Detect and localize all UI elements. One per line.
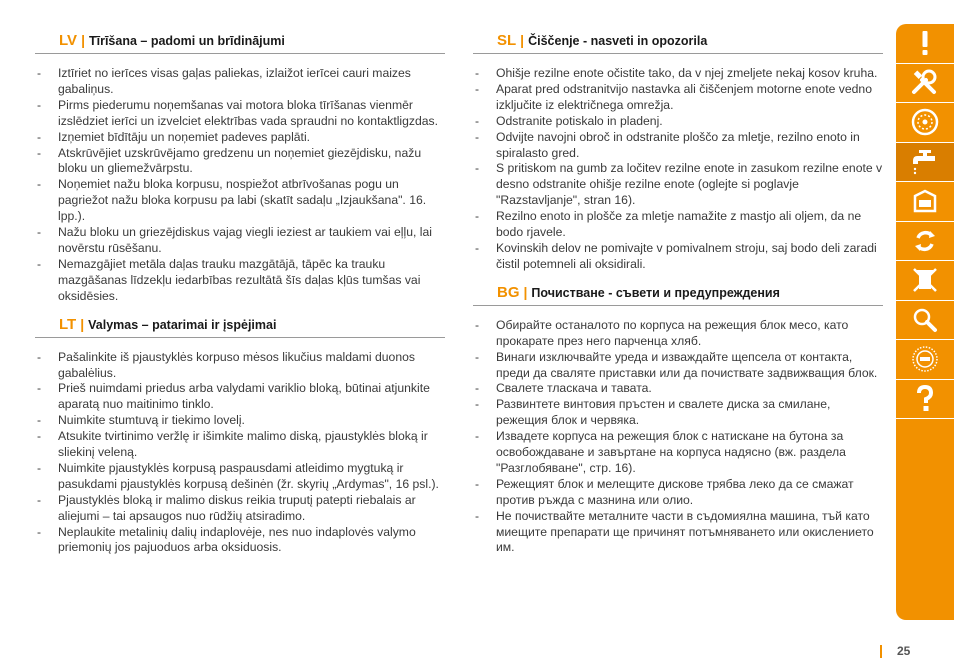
no-disposal-icon bbox=[910, 265, 940, 295]
list-item: - Свалете тласкача и тавата. bbox=[473, 381, 883, 397]
tab-tools[interactable] bbox=[896, 64, 954, 104]
list-item: - Odvijte navojni obroč in odstranite ploščo za mletje, rezilno enoto in spiralasto gred. bbox=[473, 130, 883, 162]
tab-warnings[interactable] bbox=[896, 24, 954, 64]
tab-faq[interactable] bbox=[896, 380, 954, 420]
list-item: - Режещият блок и мелещите дискове трябва леко да се смажат против ръжда с мазнина или олио. bbox=[473, 477, 883, 509]
tab-troubleshooting[interactable] bbox=[896, 301, 954, 341]
section-title: Tīrīšana – padomi un brīdinājumi bbox=[88, 34, 285, 48]
list-item: - Nuimkite pjaustyklės korpusą paspausdami atleidimo mygtuką ir pasukdami pjaustyklės korpusą dešinėn (žr. skyrių „Ardymas", 16 psl.). bbox=[35, 461, 445, 493]
separator: | bbox=[80, 315, 85, 332]
page-number: 25 bbox=[897, 644, 911, 658]
separator: | bbox=[520, 32, 525, 48]
list-item: - Pašalinkite iš pjaustyklės korpuso mėsos likučius maldami duonos gabalėlius. bbox=[35, 350, 445, 382]
tab-recycling[interactable] bbox=[896, 222, 954, 262]
recycle-arrows-icon bbox=[910, 226, 940, 256]
tools-icon bbox=[910, 68, 940, 98]
page-number-marker bbox=[880, 645, 882, 658]
tab-environment[interactable] bbox=[896, 261, 954, 301]
language-code: SL bbox=[497, 32, 517, 49]
section-header-lv bbox=[35, 30, 445, 54]
instruction-list-bg bbox=[473, 318, 883, 557]
section-title: Почистване - съвети и предупреждения bbox=[531, 285, 780, 300]
magnifier-icon bbox=[910, 305, 940, 335]
separator: | bbox=[81, 32, 85, 48]
list-item: - Pjaustyklės bloką ir malimo diskus reikia truputį patepti riebalais ar aliejumi – tai apsaugos nuo rūdžių atsiradimo. bbox=[35, 493, 445, 525]
tab-storage[interactable] bbox=[896, 182, 954, 222]
separator: | bbox=[523, 283, 528, 300]
exclamation-icon bbox=[912, 29, 938, 57]
instruction-list-lv bbox=[35, 66, 445, 305]
section-header-lt bbox=[35, 314, 445, 338]
section-header-sl bbox=[473, 30, 883, 54]
list-item: - Rezilno enoto in plošče za mletje namažite z mastjo ali oljem, da ne bodo rjavele. bbox=[473, 209, 883, 241]
section-title: Čiščenje - nasveti in opozorila bbox=[528, 34, 708, 48]
instruction-list-lt bbox=[35, 350, 445, 557]
list-item: - Nažu bloku un griezējdiskus vajag viegli ieziest ar taukiem vai eļļu, lai novērstu rūsēšanu. bbox=[35, 225, 445, 257]
language-code: LV bbox=[59, 32, 78, 49]
left-column bbox=[35, 30, 445, 556]
section-header-bg bbox=[473, 282, 883, 306]
list-item: - Atskrūvējiet uzskrūvējamo gredzenu un noņemiet giezējdisku, nažu bloku un gliemežvārpstu. bbox=[35, 146, 445, 178]
instruction-list-sl bbox=[473, 66, 883, 273]
tab-guarantee[interactable] bbox=[896, 340, 954, 380]
list-item: - Обирайте останалото по корпуса на режещия блок месо, като прокарате през него парченца хляб. bbox=[473, 318, 883, 350]
list-item: - Prieš nuimdami priedus arba valydami variklio bloką, būtinai atjunkite aparatą nuo maitinimo tinklo. bbox=[35, 381, 445, 413]
list-item: - Не почиствайте металните части в съдомиялна машина, тъй като миещите препарати ще причинят потъмняването или окислението им. bbox=[473, 509, 883, 557]
list-item: - Извадете корпуса на режещия блок с натискане на бутона за освобождаване и завъртане на корпуса надясно (вж. раздела "Разглобяване", стр. 16). bbox=[473, 429, 883, 477]
list-item: - S pritiskom na gumb za ločitev rezilne enote in zasukom rezilne enote v desno odstranite ohišje rezilne enote (oglejte si poglavje "Razstavljanje", stran 16). bbox=[473, 161, 883, 209]
list-item: - Развинтете винтовия пръстен и свалете диска за смилане, режещия блок и червяка. bbox=[473, 397, 883, 429]
list-item: - Iztīriet no ierīces visas gaļas paliekas, izlaižot ierīcei cauri maizes gabaliņus. bbox=[35, 66, 445, 98]
list-item: - Noņemiet nažu bloka korpusu, nospiežot atbrīvošanas pogu un pagriežot nažu bloka korpusu pa labi (skatīt sadaļu „Izjaukšana". 16. lpp.). bbox=[35, 177, 445, 225]
list-item: - Pirms piederumu noņemšanas vai motora bloka tīrīšanas vienmēr izslēdziet ierīci un izvelciet elektrības vada spraudni no kontaktligzdas. bbox=[35, 98, 445, 130]
storage-box-icon bbox=[910, 186, 940, 216]
assembly-disc-icon bbox=[910, 107, 940, 137]
right-column bbox=[473, 30, 883, 556]
list-item: - Ohišje rezilne enote očistite tako, da v njej zmeljete nekaj kosov kruha. bbox=[473, 66, 883, 82]
list-item: - Izņemiet bīdītāju un noņemiet padeves paplāti. bbox=[35, 130, 445, 146]
tab-blank[interactable] bbox=[896, 419, 954, 458]
tap-cleaning-icon bbox=[910, 147, 940, 177]
list-item: - Nemazgājiet metāla daļas trauku mazgātājā, tāpēc ka trauku mazgāšanas līdzekļu iedarbības rezultātā šīs daļas kļūs tumšas vai oksidēsies. bbox=[35, 257, 445, 305]
tab-assembly[interactable] bbox=[896, 103, 954, 143]
section-title: Valymas – patarimai ir įspėjimai bbox=[88, 317, 277, 332]
list-item: - Kovinskih delov ne pomivajte v pomivalnem stroju, saj bodo deli zaradi čistil potemneli ali oksidirali. bbox=[473, 241, 883, 273]
chapter-tab-sidebar bbox=[896, 24, 954, 620]
guarantee-seal-icon bbox=[910, 344, 940, 374]
question-mark-icon bbox=[912, 384, 938, 414]
list-item: - Neplaukite metalinių dalių indaplovėje, nes nuo indaplovės valymo priemonių jos pajuoduos arba oksiduosis. bbox=[35, 525, 445, 557]
list-item: - Винаги изключвайте уреда и изваждайте щепсела от контакта, преди да сваляте приставки или да почиствате задвижващия блок. bbox=[473, 350, 883, 382]
language-code: BG bbox=[497, 283, 520, 301]
list-item: - Nuimkite stumtuvą ir tiekimo lovelį. bbox=[35, 413, 445, 429]
list-item: - Aparat pred odstranitvijo nastavka ali čiščenjem motorne enote vedno izključite iz električnega omrežja. bbox=[473, 82, 883, 114]
tab-cleaning[interactable] bbox=[896, 143, 954, 183]
list-item: - Atsukite tvirtinimo veržlę ir išimkite malimo diską, pjaustyklės bloką ir sliekinį veleną. bbox=[35, 429, 445, 461]
list-item: - Odstranite potiskalo in pladenj. bbox=[473, 114, 883, 130]
language-code: LT bbox=[59, 315, 77, 333]
